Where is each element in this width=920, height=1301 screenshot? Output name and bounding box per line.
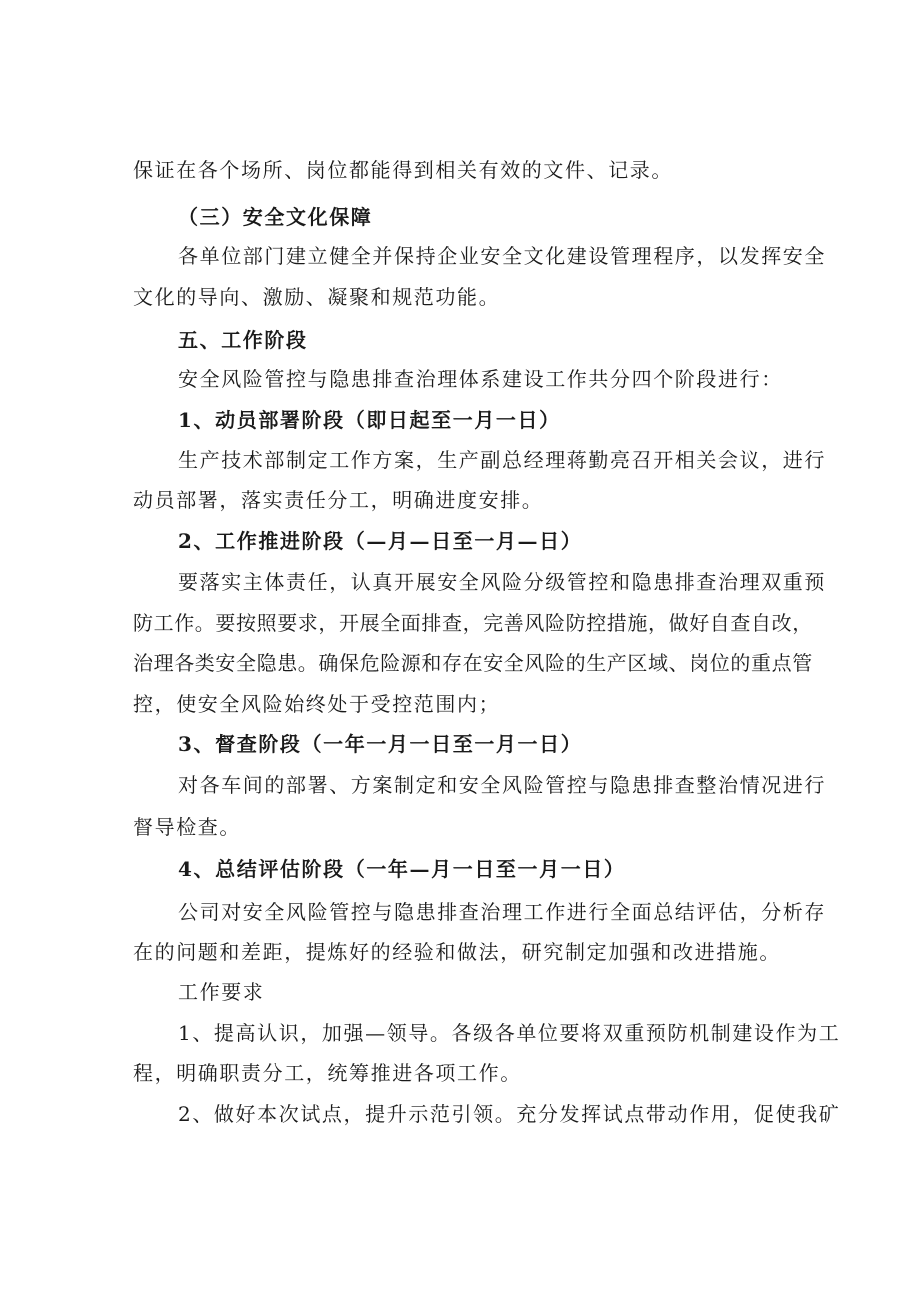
paragraph-line: 防工作。要按照要求，开展全面排查，完善风险防控措施，做好自查自改，: [133, 611, 813, 635]
section-heading: 工作要求: [178, 980, 265, 1004]
stage-heading: 3、督查阶段（一年一月一日至一月一日）: [178, 732, 583, 756]
stage-heading: 2、工作推进阶段（—月—日至一月—日）: [178, 529, 583, 553]
stage-heading: 4、总结评估阶段（一年—月一日至一月一日）: [178, 857, 626, 881]
stage-heading: 1、动员部署阶段（即日起至一月一日）: [178, 408, 561, 432]
paragraph-line: 安全风险管控与隐患排查治理体系建设工作共分四个阶段进行：: [178, 367, 783, 391]
paragraph-line: 要落实主体责任，认真开展安全风险分级管控和隐患排查治理双重预: [178, 570, 826, 594]
section-heading: （三）安全文化保障: [178, 205, 373, 229]
paragraph-line: 公司对安全风险管控与隐患排查治理工作进行全面总结评估，分析存: [178, 900, 826, 924]
paragraph-line: 保证在各个场所、岗位都能得到相关有效的文件、记录。: [133, 158, 673, 182]
paragraph-line: 1、提高认识，加强—领导。各级各单位要将双重预防机制建设作为工: [178, 1021, 841, 1045]
paragraph-line: 程，明确职责分工，统筹推进各项工作。: [133, 1061, 522, 1085]
paragraph-line: 生产技术部制定工作方案，生产副总经理蒋勤亮召开相关会议，进行: [178, 448, 826, 472]
paragraph-line: 在的问题和差距，提炼好的经验和做法，研究制定加强和改进措施。: [133, 940, 781, 964]
paragraph-line: 督导检查。: [133, 815, 241, 839]
paragraph-line: 治理各类安全隐患。确保危险源和存在安全风险的生产区域、岗位的重点管: [133, 651, 813, 675]
paragraph-line: 各单位部门建立健全并保持企业安全文化建设管理程序，以发挥安全: [178, 244, 826, 268]
paragraph-line: 动员部署，落实责任分工，明确进度安排。: [133, 488, 544, 512]
section-heading: 五、工作阶段: [178, 328, 308, 352]
paragraph-line: 对各车间的部署、方案制定和安全风险管控与隐患排查整治情况进行: [178, 773, 826, 797]
paragraph-line: 文化的导向、激励、凝聚和规范功能。: [133, 285, 501, 309]
paragraph-line: 控，使安全风险始终处于受控范围内；: [133, 692, 501, 716]
paragraph-line: 2、做好本次试点，提升示范引领。充分发挥试点带动作用，促使我矿: [178, 1102, 841, 1126]
